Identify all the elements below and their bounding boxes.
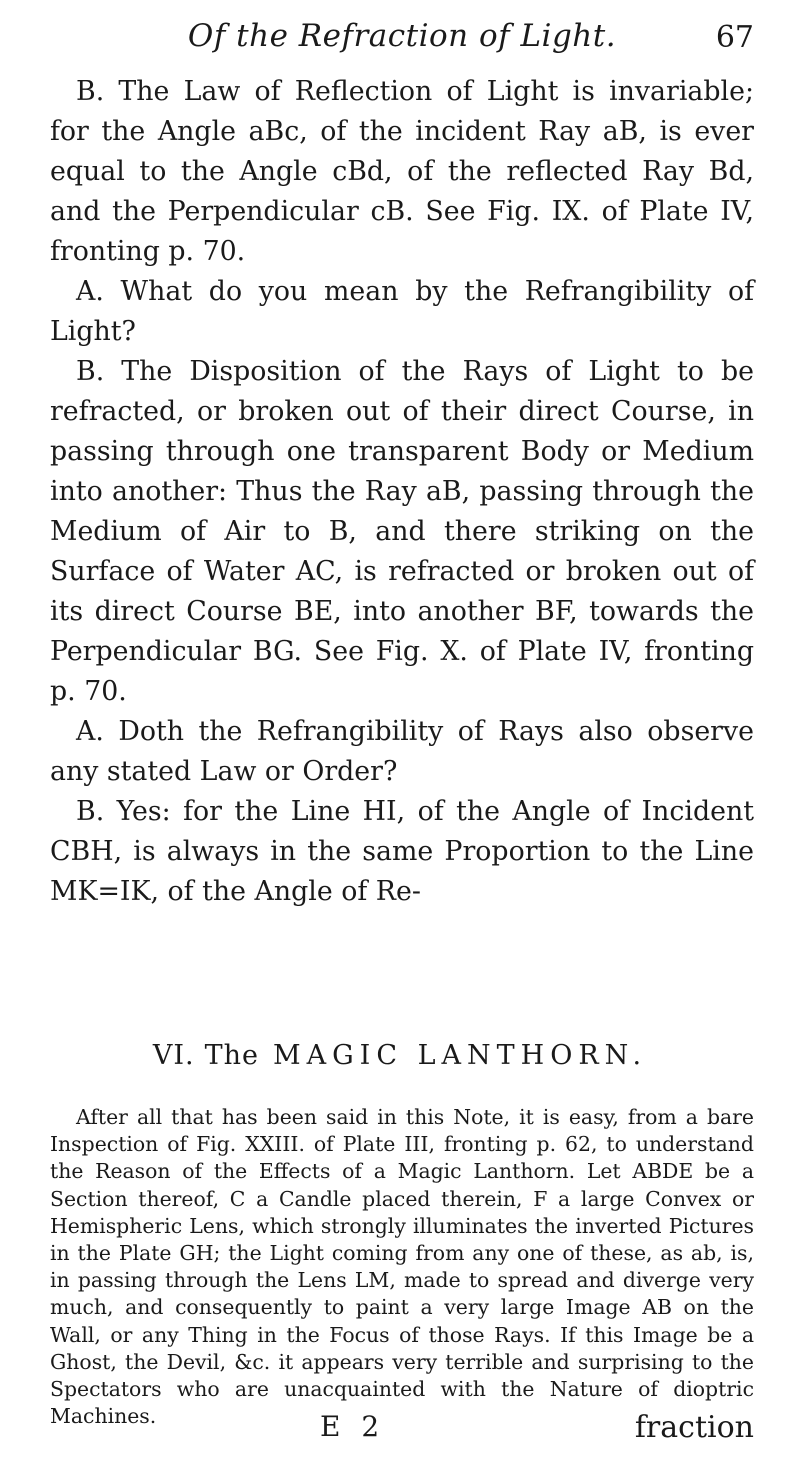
main-text [50, 72, 754, 912]
paragraph-question-refrangibility: A. What do you mean by the Refrangibility of Light? [50, 276, 754, 347]
page-number: 67 [715, 20, 754, 55]
section-title: MAGIC LANTHORN. [272, 1040, 648, 1071]
paragraph-law-of-reflection: B. The Law of Reflection of Light is invariable; for the Angle aBc, of the incident Ray aB, is ever equal to the Angle cBd, of the reflected Ray Bd, and the Perpendicular cB. See Fig. IX. of Plate IV, fronting p. 70. [50, 76, 754, 267]
paragraph-question-stated-law: A. Doth the Refrangibility of Rays also observe any stated Law or Order? [50, 716, 754, 787]
section-heading [0, 1040, 800, 1071]
page-footer [50, 1410, 754, 1460]
catchword: fraction [634, 1410, 754, 1445]
paragraph-proportion-answer: B. Yes: for the Line HI, of the Angle of Incident CBH, is always in the same Proportion to the Line MK=IK, of the Angle of Re- [50, 796, 754, 907]
signature-mark: E 2 [320, 1410, 386, 1443]
running-title: Of the Refraction of Light. [187, 18, 617, 54]
magic-lanthorn-note: After all that has been said in this Note, it is easy, from a bare Inspection of Fig. XXIII. of Plate III, fronting p. 62, to understand the Reason of the Effects of a Magic Lanthorn. Let ABDE be a Section thereof, C a Candle placed therein, F a large Convex or Hemispheric Lens, which strongly illuminates the inverted Pictures in the Plate GH; the Light coming from any one of these, as ab, is, in passing through the Lens LM, made to spread and diverge very much, and consequently to paint a very large Image AB on the Wall, or any Thing in the Focus of those Rays. If this Image be a Ghost, the Devil, &c. it appears very terrible and surprising to the Spectators who are unacquainted with the Nature of dioptric Machines. [50, 1105, 754, 1429]
section-article: The [204, 1040, 259, 1071]
paragraph-disposition-of-rays: B. The Disposition of the Rays of Light to be refracted, or broken out of their direct Course, in passing through one transparent Body or Medium into another: Thus the Ray aB, passing through the Medium of Air to B, and there striking on the Surface of Water AC, is refracted or broken out of its direct Course BE, into another BF, towards the Perpendicular BG. See Fig. X. of Plate IV, fronting p. 70. [50, 356, 754, 707]
section-number: VI. [152, 1040, 195, 1071]
running-head [50, 18, 754, 72]
